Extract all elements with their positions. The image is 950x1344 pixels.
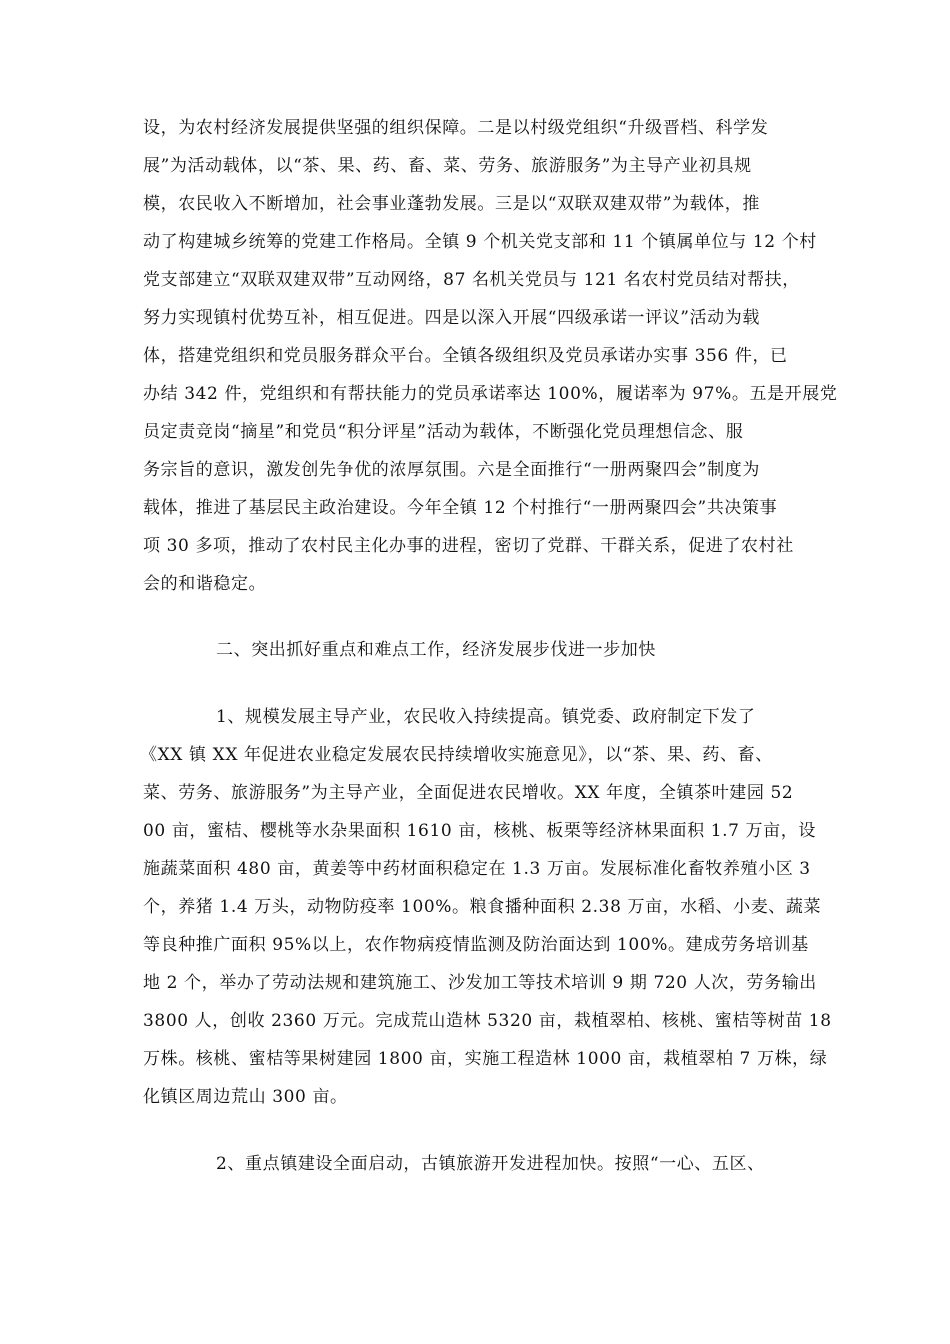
paragraph-2-line-3: 菜、劳务、旅游服务”为主导产业，全面促进农民增收。XX 年度，全镇茶叶建园 52: [143, 783, 794, 803]
paragraph-3-line-1: 2、重点镇建设全面启动，古镇旅游开发进程加快。按照“一心、五区、: [216, 1154, 765, 1174]
paragraph-2-line-4: 00 亩，蜜桔、樱桃等水杂果面积 1610 亩，核桃、板栗等经济林果面积 1.7 万亩，设: [143, 821, 816, 841]
paragraph-2-line-9: 3800 人，创收 2360 万元。完成荒山造林 5320 亩，栽植翠柏、核桃、蜜桔等树苗 18: [143, 1011, 832, 1031]
paragraph-1-line-7: 体，搭建党组织和党员服务群众平台。全镇各级组织及党员承诺办实事 356 件，已: [143, 346, 788, 366]
paragraph-1-line-4: 动了构建城乡统筹的党建工作格局。全镇 9 个机关党支部和 11 个镇属单位与 12 个村: [143, 232, 817, 252]
paragraph-1-line-8: 办结 342 件，党组织和有帮扶能力的党员承诺率达 100%，履诺率为 97%。五是开展党: [143, 384, 838, 404]
paragraph-2-line-10: 万株。核桃、蜜桔等果树建园 1800 亩，实施工程造林 1000 亩，栽植翠柏 7 万株，绿: [143, 1049, 828, 1069]
paragraph-1-line-9: 员定责竞岗“摘星”和党员“积分评星”活动为载体，不断强化党员理想信念、服: [143, 422, 744, 442]
paragraph-2-line-5: 施蔬菜面积 480 亩，黄姜等中药材面积稳定在 1.3 万亩。发展标准化畜牧养殖小区 3: [143, 859, 811, 879]
paragraph-1-line-13: 会的和谐稳定。: [143, 574, 267, 594]
paragraph-1-line-5: 党支部建立“双联双建双带”互动网络，87 名机关党员与 121 名农村党员结对帮扶，: [143, 270, 800, 290]
paragraph-2-line-2: 《XX 镇 XX 年促进农业稳定发展农民持续增收实施意见》，以“茶、果、药、畜、: [140, 745, 773, 765]
paragraph-1-line-6: 努力实现镇村优势互补，相互促进。四是以深入开展“四级承诺一评议”活动为载: [143, 308, 760, 328]
paragraph-1-line-12: 项 30 多项，推动了农村民主化办事的进程，密切了党群、干群关系，促进了农村社: [143, 536, 794, 556]
paragraph-1-line-10: 务宗旨的意识，激发创先争优的浓厚氛围。六是全面推行“一册两聚四会”制度为: [143, 460, 760, 480]
section-heading: 二、突出抓好重点和难点工作，经济发展步伐进一步加快: [216, 640, 656, 660]
paragraph-1-line-2: 展”为活动载体，以“茶、果、药、畜、菜、劳务、旅游服务”为主导产业初具规: [143, 156, 752, 176]
paragraph-2-line-11: 化镇区周边荒山 300 亩。: [143, 1087, 348, 1107]
paragraph-1-line-11: 载体，推进了基层民主政治建设。今年全镇 12 个村推行“一册两聚四会”共决策事: [143, 498, 778, 518]
paragraph-1-line-1: 设，为农村经济发展提供坚强的组织保障。二是以村级党组织“升级晋档、科学发: [143, 118, 769, 138]
paragraph-2-line-1: 1、规模发展主导产业，农民收入持续提高。镇党委、政府制定下发了: [216, 707, 756, 727]
paragraph-2-line-8: 地 2 个，举办了劳动法规和建筑施工、沙发加工等技术培训 9 期 720 人次，劳务输出: [143, 973, 817, 993]
paragraph-2-line-6: 个，养猪 1.4 万头，动物防疫率 100%。粮食播种面积 2.38 万亩，水稻、小麦、蔬菜: [143, 897, 822, 917]
paragraph-2-line-7: 等良种推广面积 95%以上，农作物病疫情监测及防治面达到 100%。建成劳务培训基: [143, 935, 809, 955]
paragraph-1-line-3: 模，农民收入不断增加，社会事业蓬勃发展。三是以“双联双建双带”为载体，推: [143, 194, 760, 214]
